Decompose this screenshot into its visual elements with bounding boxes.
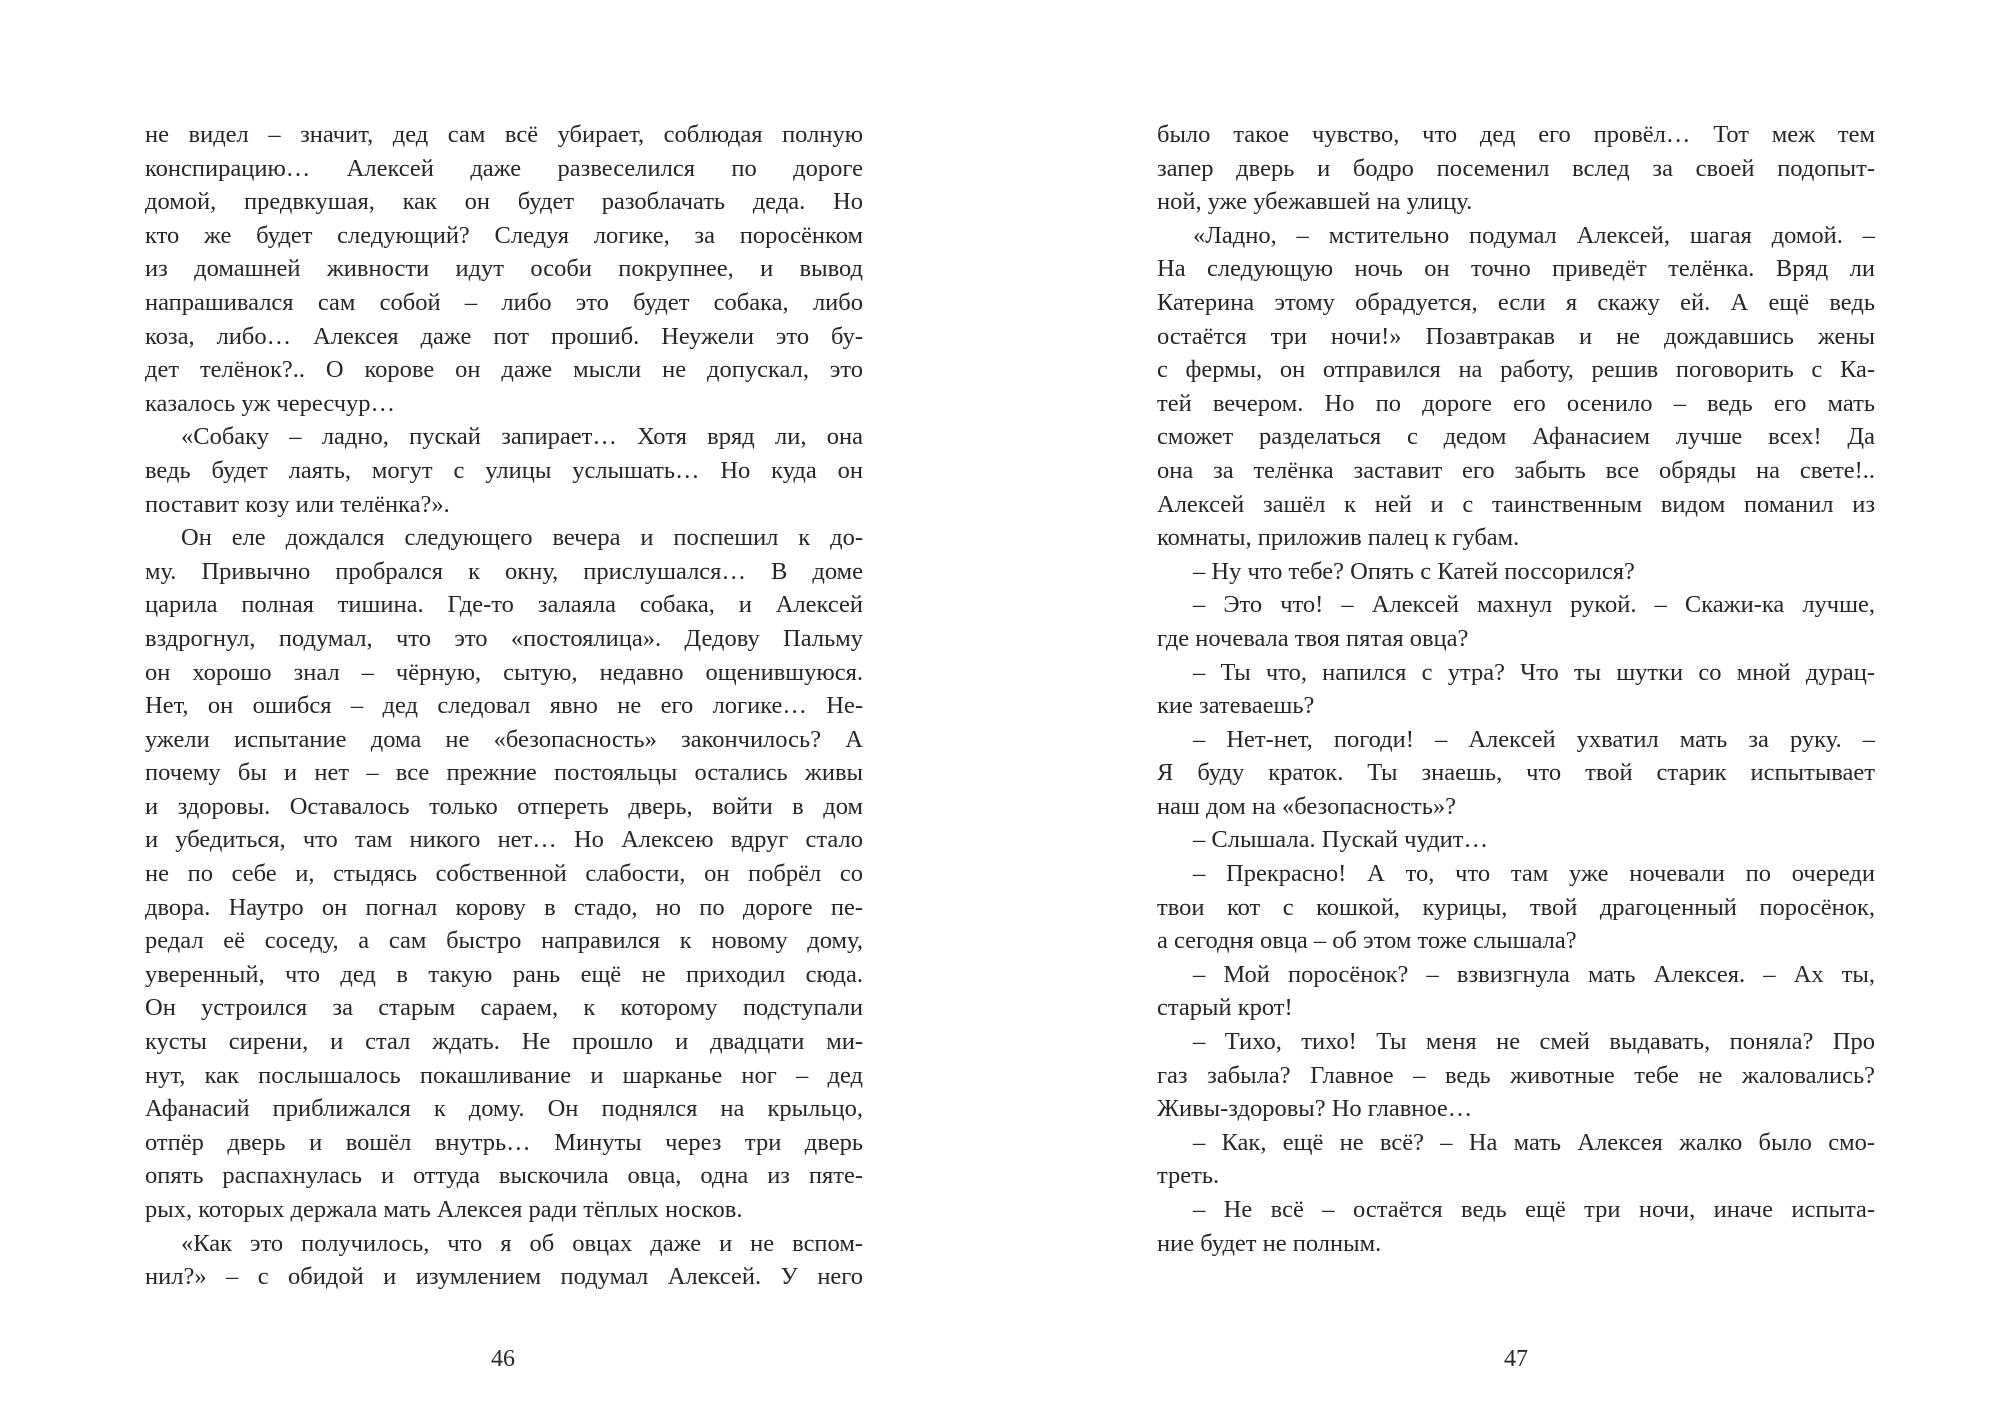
text-line: Нет, он ошибся – дед следовал явно не его логике… Не- [145, 692, 863, 720]
text-line: ние будет не полным. [1157, 1229, 1382, 1257]
text-line: двора. Наутро он погнал корову в стадо, но по дороге пе- [145, 893, 863, 921]
text-line: газ забыла? Главное – ведь животные тебе не жаловались? [1157, 1061, 1875, 1089]
text-line: – Как, ещё не всё? – На мать Алексея жалко было смо- [1193, 1128, 1875, 1156]
text-line: почему бы и нет – все прежние постояльцы остались живы [145, 759, 863, 787]
text-line: кто же будет следующий? Следуя логике, за поросёнком [145, 221, 863, 249]
text-line: уверенный, что дед в такую рань ещё не приходил сюда. [145, 960, 863, 988]
text-line: – Ну что тебе? Опять с Катей поссорился? [1193, 557, 1635, 585]
text-line: напрашивался сам собой – либо это будет собака, либо [145, 288, 863, 316]
text-line: ужели испытание дома не «безопасность» закончилось? А [145, 725, 863, 753]
text-line: «Собаку – ладно, пускай запирает… Хотя вряд ли, она [181, 423, 863, 451]
right-page [1157, 118, 1875, 1260]
text-line: запер дверь и бодро посеменил вслед за своей подопыт- [1157, 154, 1875, 182]
text-line: рых, которых держала мать Алексея ради тёплых носков. [145, 1196, 743, 1223]
text-line: отпёр дверь и вошёл внутрь… Минуты через три дверь [145, 1128, 863, 1156]
left-page-text [145, 118, 863, 1294]
text-line: конспирацию… Алексей даже развеселился по дороге [145, 154, 863, 182]
text-line: с фермы, он отправился на работу, решив поговорить с Ка- [1157, 356, 1875, 384]
text-line: не по себе и, стыдясь собственной слабости, он побрёл со [145, 860, 863, 888]
text-line: а сегодня овца – об этом тоже слышала? [1157, 927, 1577, 955]
text-line: поставит козу или телёнка?». [145, 490, 450, 518]
text-line: где ночевала твоя пятая овца? [1157, 624, 1469, 652]
text-line: нут, как послышалось покашливание и шарканье ног – дед [145, 1061, 863, 1089]
text-line: редал её соседу, а сам быстро направился к новому дому, [145, 927, 863, 955]
text-line: Он устроился за старым сараем, к которому подступали [145, 994, 863, 1022]
text-line: казалось уж чересчур… [145, 389, 396, 417]
text-line: остаётся три ночи!» Позавтракав и не дождавшись жены [1157, 322, 1875, 350]
text-line: – Тихо, тихо! Ты меня не смей выдавать, поняла? Про [1193, 1028, 1875, 1056]
right-page-text [1157, 118, 1875, 1260]
text-line: треть. [1157, 1162, 1220, 1190]
text-line: дет телёнок?.. О корове он даже мысли не допускал, это [145, 356, 863, 384]
text-line: – Мой поросёнок? – взвизгнула мать Алексея. – Ах ты, [1193, 960, 1875, 988]
text-line: – Не всё – остаётся ведь ещё три ночи, иначе испыта- [1193, 1196, 1875, 1223]
text-line: кие затеваешь? [1157, 692, 1315, 720]
text-line: она за телёнка заставит его забыть все обряды на свете!.. [1157, 456, 1875, 484]
text-line: «Ладно, – мстительно подумал Алексей, шагая домой. – [1193, 221, 1875, 249]
text-line: вздрогнул, подумал, что это «постоялица». Дедову Пальму [145, 624, 863, 652]
text-line: ведь будет лаять, могут с улицы услышать… Но куда он [145, 456, 863, 484]
text-line: Я буду краток. Ты знаешь, что твой старик испытывает [1157, 759, 1875, 787]
text-line: он хорошо знал – чёрную, сытую, недавно ощенившуюся. [145, 658, 863, 686]
text-line: – Слышала. Пускай чудит… [1193, 826, 1488, 854]
text-line: домой, предвкушая, как он будет разоблачать деда. Но [145, 188, 863, 216]
right-page-number: 47 [1504, 1346, 1528, 1372]
text-line: нил?» – с обидой и изумлением подумал Алексей. У него [145, 1263, 863, 1291]
text-line: ной, уже убежавшей на улицу. [1157, 188, 1473, 216]
text-line: твои кот с кошкой, курицы, твой драгоценный поросёнок, [1157, 893, 1875, 921]
text-line: Живы-здоровы? Но главное… [1157, 1095, 1473, 1123]
text-line: и здоровы. Оставалось только отпереть дверь, войти в дом [145, 792, 863, 820]
text-line: Он еле дождался следующего вечера и поспешил к до- [181, 524, 863, 552]
text-line: опять распахнулась и оттуда выскочила овца, одна из пяте- [145, 1162, 863, 1190]
text-line: – Нет-нет, погоди! – Алексей ухватил мать за руку. – [1193, 725, 1875, 753]
text-line: На следующую ночь он точно приведёт телёнка. Вряд ли [1157, 255, 1875, 283]
text-line: не видел – значит, дед сам всё убирает, соблюдая полную [145, 121, 863, 148]
text-line: – Прекрасно! А то, что там уже ночевали по очереди [1193, 860, 1875, 888]
text-line: му. Привычно пробрался к окну, прислушался… В доме [145, 557, 863, 585]
text-line: Катерина этому обрадуется, если я скажу ей. А ещё ведь [1157, 288, 1875, 316]
text-line: коза, либо… Алексея даже пот прошиб. Неужели это бу- [145, 322, 863, 350]
text-line: кусты сирени, и стал ждать. Не прошло и двадцати ми- [145, 1028, 863, 1056]
text-line: Афанасий приближался к дому. Он поднялся на крыльцо, [145, 1095, 863, 1123]
text-line: царила полная тишина. Где-то залаяла собака, и Алексей [145, 591, 863, 619]
text-line: было такое чувство, что дед его провёл… Тот меж тем [1157, 121, 1875, 148]
text-line: комнаты, приложив палец к губам. [1157, 524, 1520, 552]
text-line: старый крот! [1157, 994, 1293, 1022]
left-page [145, 118, 863, 1294]
text-line: из домашней живности идут особи покрупнее, и вывод [145, 255, 863, 283]
text-line: – Это что! – Алексей махнул рукой. – Скажи-ка лучше, [1193, 591, 1875, 619]
text-line: сможет разделаться с дедом Афанасием лучше всех! Да [1157, 423, 1875, 451]
text-line: и убедиться, что там никого нет… Но Алексею вдруг стало [145, 826, 863, 854]
text-line: Алексей зашёл к ней и с таинственным видом поманил из [1157, 490, 1875, 518]
text-line: тей вечером. Но по дороге его осенило – ведь его мать [1157, 389, 1875, 417]
text-line: наш дом на «безопасность»? [1157, 792, 1457, 820]
text-line: «Как это получилось, что я об овцах даже и не вспом- [181, 1229, 863, 1257]
left-page-number: 46 [491, 1346, 515, 1372]
text-line: – Ты что, напился с утра? Что ты шутки со мной дурац- [1193, 658, 1875, 686]
